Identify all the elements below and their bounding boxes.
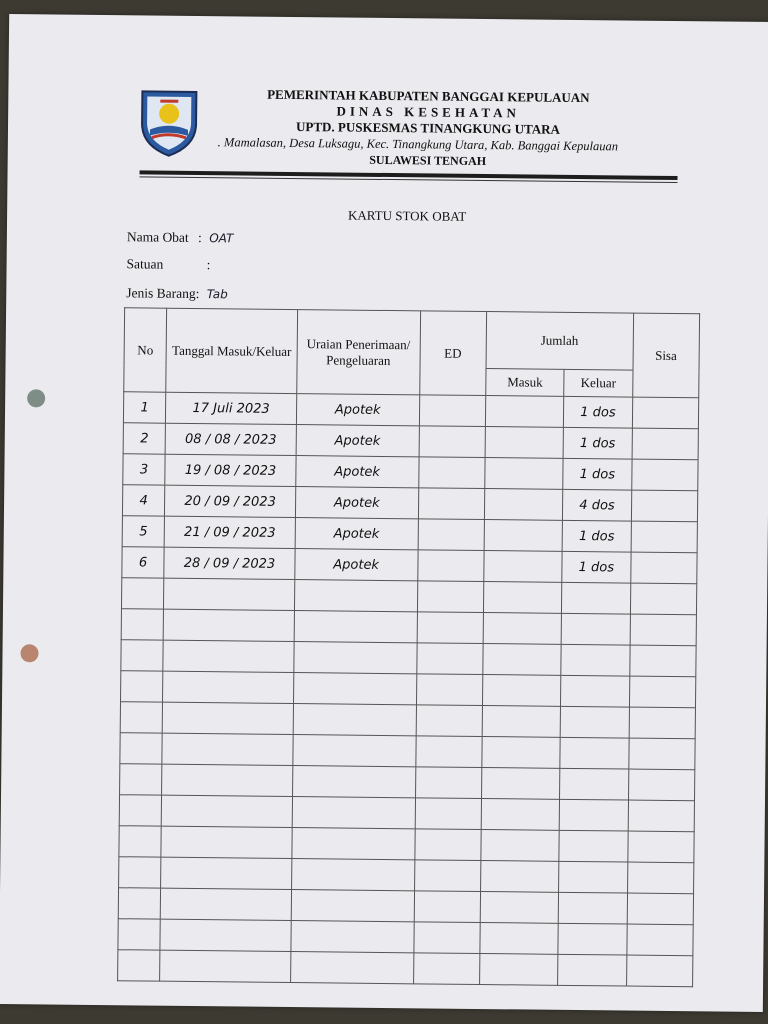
cell-no (120, 764, 163, 795)
cell-no (121, 671, 164, 702)
cell-uraian (294, 611, 417, 643)
cell-sisa (626, 955, 693, 987)
field-label: Jenis Barang (126, 285, 196, 301)
cell-ed (413, 922, 480, 954)
cell-keluar (560, 706, 629, 738)
field-nama-obat (127, 229, 234, 246)
cell-masuk (481, 799, 560, 831)
cell-masuk (482, 675, 561, 707)
cell-no (121, 640, 164, 671)
field-satuan (127, 256, 215, 273)
cell-sisa (630, 583, 697, 615)
cell-no (118, 888, 161, 919)
cell-tanggal: 17 Juli 2023 (166, 392, 297, 424)
document-title: KARTU STOK OBAT (347, 207, 467, 224)
cell-ed (419, 395, 486, 427)
cell-masuk (480, 923, 559, 955)
cell-keluar: 1 dos (563, 427, 632, 459)
cell-ed (419, 426, 486, 458)
cell-keluar (561, 613, 630, 645)
cell-ed (416, 705, 483, 737)
cell-no (118, 919, 161, 950)
cell-tanggal: 20 / 09 / 2023 (165, 485, 296, 517)
cell-tanggal (162, 764, 293, 796)
cell-keluar: 4 dos (563, 489, 632, 521)
document-paper (0, 14, 768, 1012)
punch-hole-icon (27, 389, 45, 407)
cell-tanggal (161, 826, 292, 858)
cell-no: 4 (122, 485, 165, 516)
cell-keluar (559, 799, 628, 831)
cell-no (118, 950, 161, 981)
cell-no (119, 857, 162, 888)
cell-keluar (558, 954, 627, 986)
table-row (118, 950, 693, 987)
cell-uraian: Apotek (296, 425, 419, 457)
cell-keluar (559, 830, 628, 862)
cell-sisa (629, 676, 696, 708)
cell-masuk (485, 427, 564, 459)
cell-masuk (485, 396, 564, 428)
punch-hole-icon (20, 644, 38, 662)
field-value: Tab (206, 287, 228, 302)
cell-ed (415, 767, 482, 799)
cell-masuk (482, 737, 561, 769)
cell-ed (413, 953, 480, 985)
cell-sisa (627, 862, 694, 894)
cell-tanggal (161, 795, 292, 827)
cell-keluar (558, 923, 627, 955)
letterhead-line-1: PEMERINTAH KABUPATEN BANGGAI KEPULAUAN (267, 86, 590, 106)
cell-keluar: 1 dos (563, 458, 632, 490)
cell-no (120, 702, 163, 733)
field-colon: : (206, 257, 211, 273)
cell-sisa (629, 707, 696, 739)
cell-masuk (483, 644, 562, 676)
header-no: No (124, 308, 167, 392)
cell-uraian: Apotek (295, 549, 418, 581)
letterhead-address: . Mamalasan, Desa Luksagu, Kec. Tinangkung Utara, Kab. Banggai Kepulauan (217, 135, 619, 154)
cell-uraian (291, 890, 414, 922)
cell-uraian: Apotek (295, 518, 418, 550)
cell-masuk (483, 582, 562, 614)
cell-masuk (484, 489, 563, 521)
cell-uraian (293, 673, 416, 705)
cell-uraian (294, 642, 417, 674)
cell-keluar (560, 768, 629, 800)
cell-tanggal (160, 888, 291, 920)
cell-keluar: 1 dos (562, 520, 631, 552)
header-sisa: Sisa (632, 313, 699, 398)
cell-tanggal (160, 919, 291, 951)
cell-sisa (627, 893, 694, 925)
cell-masuk (484, 520, 563, 552)
letterhead-line-3: UPTD. PUSKESMAS TINANGKUNG UTARA (296, 119, 561, 137)
cell-masuk (480, 861, 559, 893)
cell-sisa (629, 645, 696, 677)
cell-no: 6 (122, 547, 165, 578)
field-jenis-barang (126, 285, 228, 302)
cell-no (119, 826, 162, 857)
cell-tanggal (164, 578, 295, 610)
cell-ed (418, 457, 485, 489)
cell-sisa (628, 769, 695, 801)
field-value: OAT (209, 231, 234, 246)
letterhead-line-5: SULAWESI TENGAH (369, 152, 487, 169)
cell-uraian (293, 704, 416, 736)
cell-keluar (560, 737, 629, 769)
letterhead-line-2: DINAS KESEHATAN (336, 103, 520, 121)
cell-no: 1 (123, 392, 166, 423)
stock-table (117, 307, 700, 987)
cell-uraian (292, 766, 415, 798)
cell-keluar (558, 892, 627, 924)
cell-masuk (482, 706, 561, 738)
cell-no (120, 733, 163, 764)
cell-sisa (630, 614, 697, 646)
cell-uraian (292, 828, 415, 860)
cell-sisa (626, 924, 693, 956)
cell-masuk (479, 954, 558, 986)
cell-ed (415, 736, 482, 768)
header-jumlah: Jumlah (486, 312, 633, 371)
cell-tanggal (163, 671, 294, 703)
field-label: Nama Obat (126, 229, 189, 245)
cell-sisa (631, 459, 698, 491)
cell-tanggal (162, 702, 293, 734)
cell-no: 2 (123, 423, 166, 454)
cell-sisa (632, 428, 699, 460)
field-colon: : (195, 285, 200, 302)
cell-uraian (291, 859, 414, 891)
cell-uraian: Apotek (295, 487, 418, 519)
cell-ed (416, 674, 483, 706)
cell-ed (414, 891, 481, 923)
cell-tanggal (163, 640, 294, 672)
header-masuk: Masuk (486, 369, 565, 397)
cell-sisa (630, 552, 697, 584)
cell-sisa (627, 831, 694, 863)
cell-masuk (481, 830, 560, 862)
cell-ed (418, 519, 485, 551)
cell-no: 5 (122, 516, 165, 547)
cell-tanggal: 08 / 08 / 2023 (165, 423, 296, 455)
cell-uraian: Apotek (296, 394, 419, 426)
cell-tanggal (163, 609, 294, 641)
cell-masuk (481, 768, 560, 800)
cell-tanggal (161, 857, 292, 889)
letterhead (208, 86, 649, 171)
cell-tanggal: 28 / 09 / 2023 (164, 547, 295, 579)
field-label: Satuan (126, 256, 164, 272)
cell-ed (417, 550, 484, 582)
header-keluar: Keluar (564, 369, 633, 397)
cell-no (119, 795, 162, 826)
cell-uraian (293, 735, 416, 767)
cell-uraian (294, 580, 417, 612)
cell-masuk (484, 551, 563, 583)
header-uraian: Uraian Penerimaan/ Pengeluaran (297, 310, 420, 395)
cell-uraian (290, 952, 413, 984)
cell-uraian (292, 797, 415, 829)
cell-keluar: 1 dos (562, 551, 631, 583)
cell-tanggal (162, 733, 293, 765)
cell-keluar (562, 582, 631, 614)
field-colon: : (198, 230, 202, 246)
cell-uraian: Apotek (296, 456, 419, 488)
cell-ed (416, 643, 483, 675)
cell-keluar: 1 dos (564, 396, 633, 428)
header-tanggal: Tanggal Masuk/Keluar (166, 308, 298, 393)
cell-keluar (561, 675, 630, 707)
cell-keluar (559, 861, 628, 893)
cell-no (121, 609, 164, 640)
cell-no (121, 578, 164, 609)
cell-ed (414, 829, 481, 861)
cell-sisa (628, 800, 695, 832)
cell-sisa (632, 397, 699, 429)
cell-sisa (631, 490, 698, 522)
cell-tanggal: 21 / 09 / 2023 (164, 516, 295, 548)
cell-sisa (628, 738, 695, 770)
cell-sisa (631, 521, 698, 553)
cell-masuk (483, 613, 562, 645)
cell-uraian (291, 921, 414, 953)
cell-tanggal (160, 950, 291, 982)
cell-masuk (485, 458, 564, 490)
cell-keluar (561, 644, 630, 676)
cell-ed (418, 488, 485, 520)
cell-ed (417, 612, 484, 644)
cell-masuk (480, 892, 559, 924)
cell-ed (415, 798, 482, 830)
cell-ed (417, 581, 484, 613)
header-ed: ED (419, 311, 486, 396)
cell-tanggal: 19 / 08 / 2023 (165, 454, 296, 486)
cell-no: 3 (123, 454, 166, 485)
cell-ed (414, 860, 481, 892)
